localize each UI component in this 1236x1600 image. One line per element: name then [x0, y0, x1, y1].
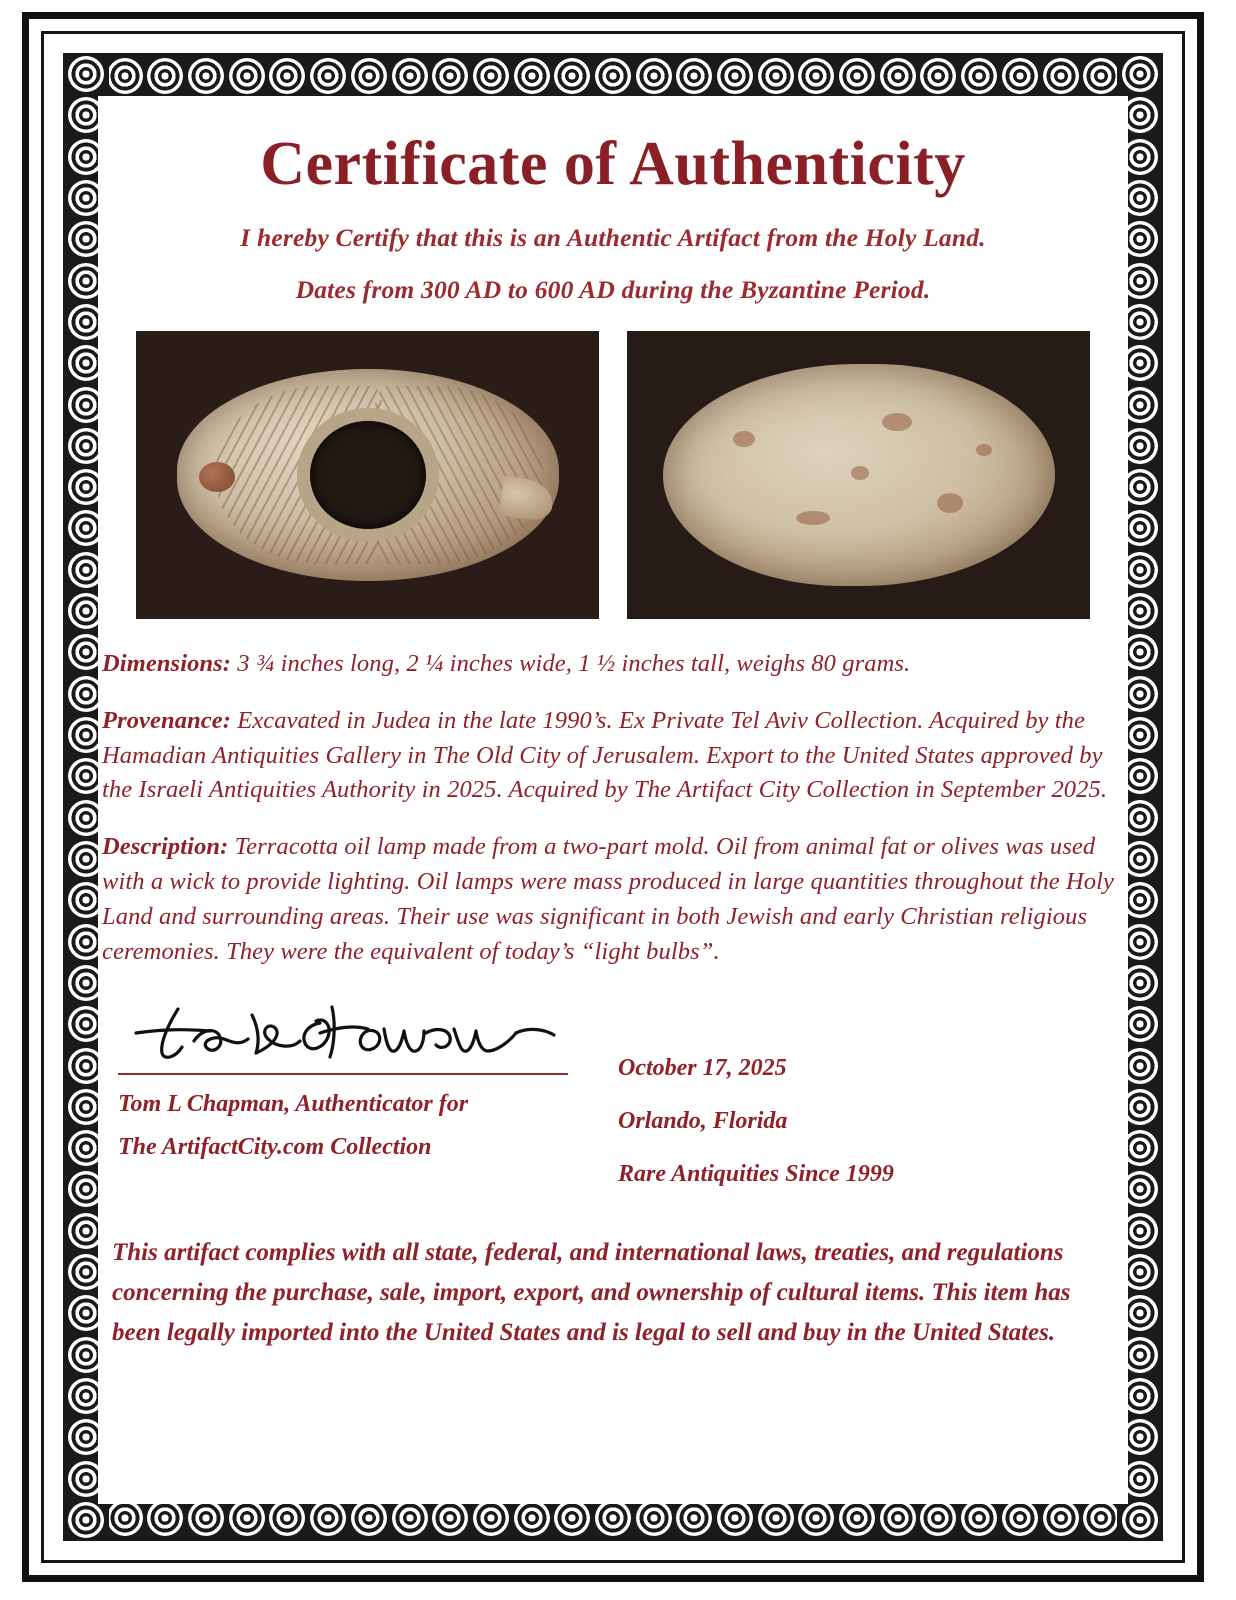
field-dimensions	[102, 647, 1124, 682]
signature-line-1: Tom L Chapman, Authenticator for	[118, 1091, 469, 1118]
lamp-decoration-ridges-right	[368, 386, 544, 564]
field-dimensions-label: Dimensions:	[102, 650, 232, 678]
signature-location: Orlando, Florida	[618, 1108, 788, 1135]
artifact-photo-row	[98, 331, 1128, 619]
company-tagline: Rare Antiquities Since 1999	[618, 1161, 894, 1188]
field-provenance-value: Excavated in Judea in the late 1990’s. Ex Private Tel Aviv Collection. Acquired by the Hamadian Antiquities Gallery in The Old City of Jerusalem. Export to the United States approved by the Israeli Antiquities Authority in 2025. Acquired by The Artifact City Collection in September 2025.	[102, 706, 1108, 804]
signature-block	[118, 999, 578, 1161]
oil-lamp-top-illustration	[177, 369, 559, 581]
certify-statement-line-2: Dates from 300 AD to 600 AD during the Byzantine Period.	[295, 275, 931, 305]
field-provenance	[102, 704, 1124, 808]
artifact-photo-bottom-view	[627, 331, 1090, 619]
field-dimensions-value: 3 ¾ inches long, 2 ¼ inches wide, 1 ½ inches tall, weighs 80 grams.	[231, 650, 911, 678]
lamp-decoration-ridges-left	[215, 386, 391, 564]
handwritten-signature-icon	[124, 999, 564, 1071]
oil-lamp-bottom-illustration	[663, 364, 1055, 586]
signature-date: October 17, 2025	[618, 1055, 787, 1082]
page-title: Certificate of Authenticity	[260, 130, 966, 198]
lamp-spout	[498, 476, 555, 523]
signature-area	[98, 999, 1128, 1199]
signature-line-2: The ArtifactCity.com Collection	[118, 1134, 432, 1161]
certify-statement-line-1: I hereby Certify that this is an Authentic Artifact from the Holy Land.	[240, 223, 986, 253]
legal-compliance-statement: This artifact complies with all state, federal, and international laws, treaties, and regulations concerning the purchase, sale, import, export, and ownership of cultural items. This item has been legally imported into the United States and is legal to sell and buy in the United States.	[112, 1239, 1071, 1347]
border-chain-top	[63, 53, 1163, 99]
signature-rule	[118, 1073, 568, 1075]
field-description-label: Description:	[102, 833, 229, 861]
signature-right-column	[618, 1055, 894, 1214]
field-description-value: Terracotta oil lamp made from a two-part mold. Oil from animal fat or olives was used with a wick to provide lighting. Oil lamps were mass produced in large quantities throughout the Holy Land and surrounding areas. Their use was significant in both Jewish and early Christian religious ceremonies. They were the equivalent of today’s “light bulbs”.	[102, 833, 1115, 965]
certificate-content	[98, 96, 1128, 1504]
field-description	[102, 830, 1124, 969]
field-provenance-label: Provenance:	[102, 706, 232, 734]
artifact-photo-top-view	[136, 331, 599, 619]
